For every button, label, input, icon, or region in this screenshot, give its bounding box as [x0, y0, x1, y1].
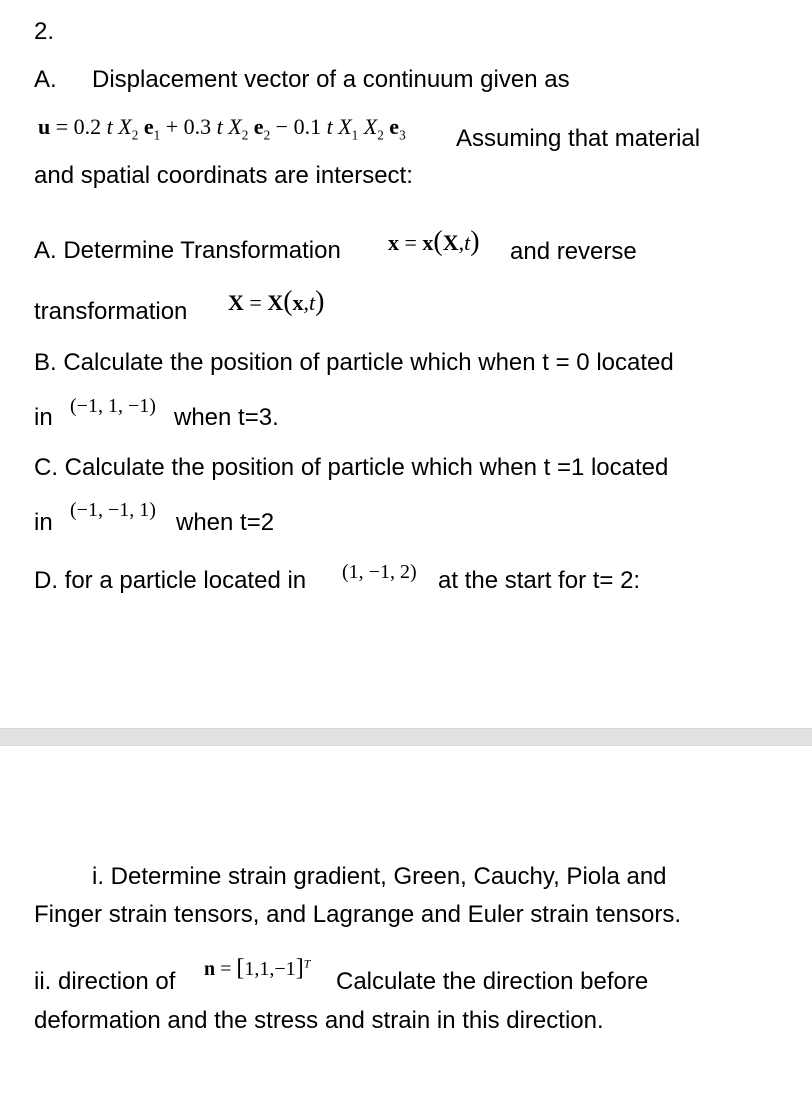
question-d-prefix: D. for a particle located in: [34, 567, 307, 594]
part-a-heading: Displacement vector of a continuum given as: [92, 66, 570, 93]
page-separator: [0, 728, 812, 746]
question-a-text: A. Determine Transformation: [34, 237, 341, 264]
question-c-point: (−1, −1, 1): [70, 499, 156, 521]
question-d-suffix: at the start for t= 2:: [438, 567, 641, 594]
question-b-in: in: [34, 404, 53, 431]
transformation-equation: x = x(X,t): [388, 226, 480, 257]
question-b-when: when t=3.: [174, 404, 279, 431]
question-c-text: C. Calculate the position of particle which when t =1 located: [34, 454, 669, 481]
sub-question-ii-line-2: deformation and the stress and strain in this direction.: [34, 1007, 604, 1034]
displacement-equation: u = 0.2 t $X_2$ $e_1 + 0.3$ t $X_2$ $e_2 - 0.1$ t $X_1$ $X_2$ $e_3$: [38, 114, 406, 143]
part-a-label: A.: [34, 66, 57, 93]
question-c-when: when t=2: [176, 509, 275, 536]
sub-question-i-line-1: i. Determine strain gradient, Green, Cauchy, Piola and: [92, 863, 667, 890]
problem-number: 2.: [34, 18, 55, 45]
question-d-point: (1, −1, 2): [342, 561, 417, 583]
sub-question-ii-prefix: ii. direction of: [34, 968, 176, 995]
question-b-text: B. Calculate the position of particle which when t = 0 located: [34, 349, 674, 376]
assumption-line-2: and spatial coordinats are intersect:: [34, 162, 413, 189]
and-reverse-text: and reverse: [510, 238, 637, 265]
reverse-transformation-equation: X = X(x,t): [228, 286, 325, 317]
sub-question-i-line-2: Finger strain tensors, and Lagrange and Euler strain tensors.: [34, 901, 682, 928]
transformation-word: transformation: [34, 298, 188, 325]
direction-vector-equation: $n = [1,1,-1]^T$: [204, 955, 311, 981]
question-c-in: in: [34, 509, 53, 536]
sub-question-ii-suffix: Calculate the direction before: [336, 968, 649, 995]
question-b-point: (−1, 1, −1): [70, 395, 156, 417]
assumption-line-1: Assuming that material: [456, 125, 701, 152]
